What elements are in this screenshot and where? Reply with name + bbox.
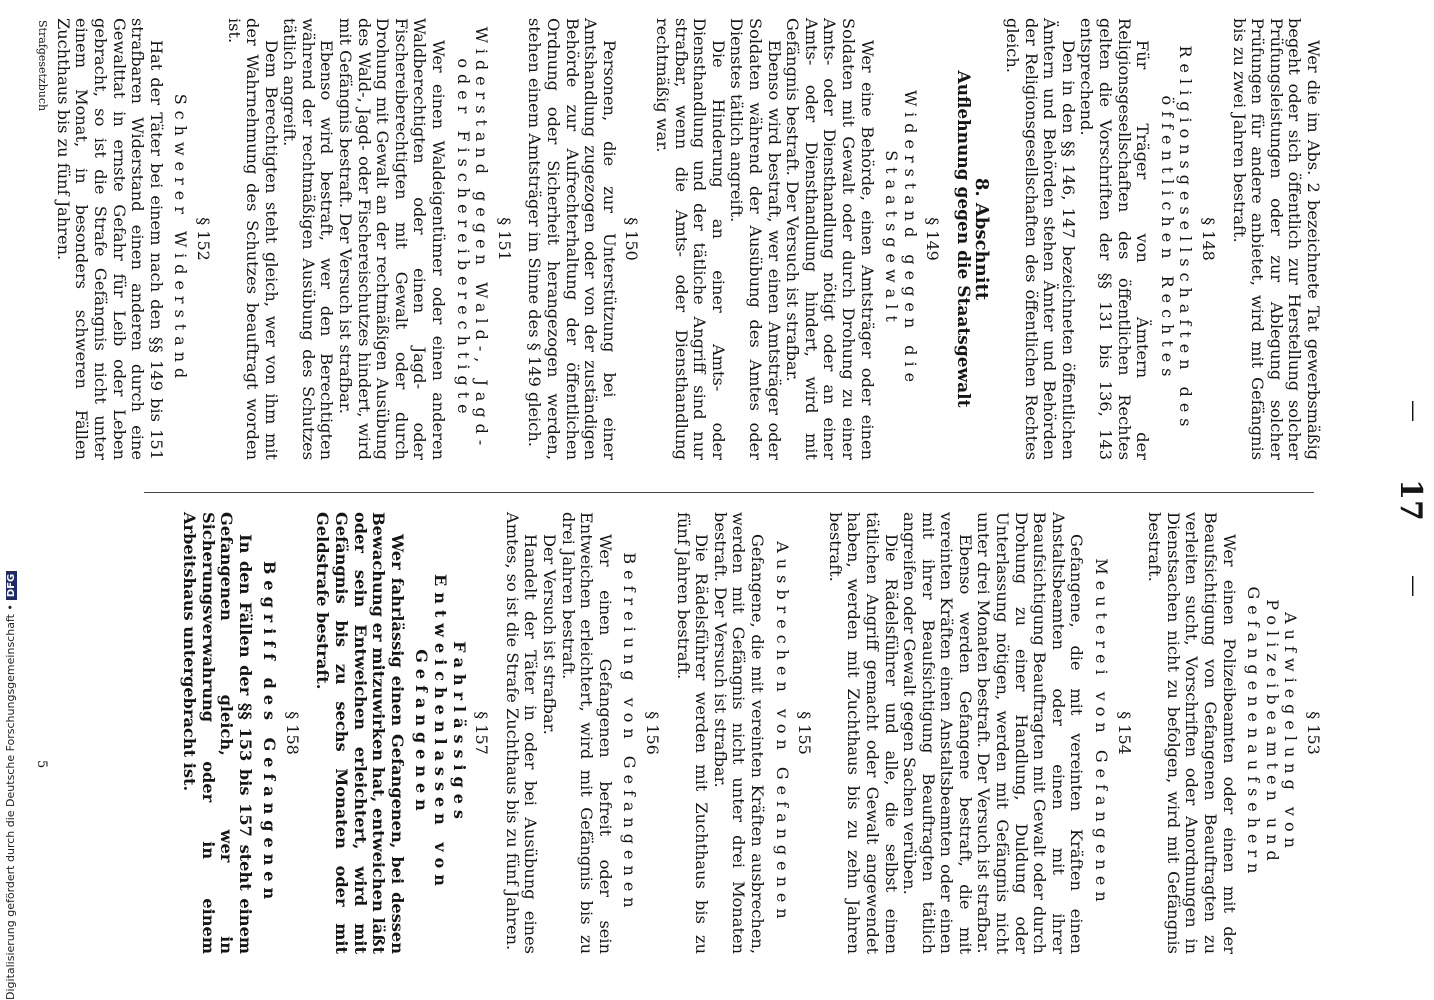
chapter-label: 8. Abschnitt (971, 177, 993, 301)
section-156-title: Befreiung von Gefangenen (620, 552, 640, 914)
section-155-p2: Die Rädelsführer werden mit Zuchthaus bis zu fünf Jahren bestraft. (673, 512, 712, 954)
section-152-number: § 152 (193, 217, 213, 261)
printer-signature: 5 (34, 760, 49, 769)
section-157-title: Fahrlässiges Entweichenlassen von Gefangenen (412, 574, 469, 892)
section-155-number: § 155 (795, 711, 815, 755)
section-149-p1: Wer eine Behörde, einen Amtsträger oder einen Soldaten mit Gewalt oder durch Drohung zu einer Amts- oder Diensthandlung nötigt oder an einer Amts- oder Diensthandlung hindert, wird mit Gefängnis bestraft. Der Versuch ist strafbar. (783, 18, 877, 460)
section-153-number: § 153 (1304, 711, 1323, 755)
section-156-p3: Handelt der Täter in oder bei Ausübung eines Amtes, so ist die Strafe Zuchthaus bis zu fünf Jahren. (502, 512, 541, 954)
right-column (22, 512, 1322, 954)
chapter-title: Auflehnung gegen die Staatsgewalt (952, 70, 973, 408)
section-151-p3: Dem Berechtigten steht gleich, wer von ihm mit der Wahrnehmung des Schutzes beauftragt worden ist. (224, 18, 281, 460)
section-149-p3: Die Hinderung an einer Amts- oder Diensthandlung und der tätliche Angriff sind nur strafbar, wenn die Amts- oder Diensthandlung rechtmäßig war. (653, 18, 728, 460)
section-150-number: § 150 (622, 217, 642, 261)
section-150-p1: Personen, die zur Unterstützung bei einer Amtshandlung zugezogen oder von der zuständigen Behörde zur Aufrechterhaltung der öffentlichen Ordnung oder Sicherheit herangezogen werden, stehen einem Amtsträger im Sinne des § 149 gleich. (525, 18, 619, 460)
footnote: Strafgesetzbuch (36, 20, 49, 112)
left-column (22, 18, 1322, 460)
section-148-number: § 148 (1199, 217, 1219, 261)
section-155-title: Ausbrechen von Gefangenen (772, 541, 792, 925)
section-158-title: Begriff des Gefangenen (260, 560, 280, 906)
section-148-p1: Für Träger von Ämtern der Religionsgesellschaften des öffentlichen Rechtes gelten die Vorschriften der §§ 131 bis 136, 143 entsprechend. (1077, 18, 1153, 460)
page-header (1388, 0, 1428, 1000)
section-154-title: Meuterei von Gefangenen (1092, 558, 1112, 908)
digitization-credit (4, 0, 17, 1000)
section-154-p2: Ebenso werden Gefangene bestraft, die mit vereinten Kräften einen Anstaltsbeamten oder einen mit ihrer Beaufsichtigung Beauftragten tätlich angreifen oder Gewalt gegen Sachen verüben. (900, 512, 975, 954)
section-149-p2: Ebenso wird bestraft, wer einen Amtsträger oder Soldaten während der Ausübung des Amtes oder Dienstes tätlich angreift. (727, 18, 784, 460)
section-157-p1: Wer fahrlässig einen Gefangenen, bei dessen Bewachung er mitzuwirken hat, entweichen läßt oder sein Entweichen erleichtert, wird mit Gefängnis bis zu sechs Monaten oder mit Geldstrafe bestraft. (313, 512, 407, 954)
header-dash-left: — (1401, 400, 1426, 422)
section-156-number: § 156 (643, 711, 662, 755)
column-divider (144, 492, 1314, 493)
section-149-number: § 149 (923, 217, 943, 261)
section-152-p1: Hat der Täter bei einem nach den §§ 149 bis 151 strafbaren Widerstand einen anderen durch eine Gewalttat in ernste Gefahr für Leib oder Leben gebracht, so ist die Strafe Gefängnis nicht unter einem Monat, in besonders schweren Fällen Zuchthaus bis zu fünf Jahren. (53, 18, 166, 460)
intro-paragraph: Wer die im Abs. 2 bezeichnete Tat gewerbsmäßig begeht oder sich öffentlich zur Herstellung solcher Prüfungsleistungen oder zur Ablegung solcher Prüfungen für andere anbietet, wird mit Gefängnis bis zu zwei Jahren bestraft. (1229, 18, 1323, 460)
section-154-p3: Die Rädelsführer und alle, die selbst einen tätlichen Angriff gemacht oder Gewalt angewendet haben, werden mit Zuchthaus bis zu zehn Jahren bestraft. (825, 512, 901, 954)
section-156-p1: Wer einen Gefangenen befreit oder sein Entweichen erleichtert, wird mit Gefängnis bis zu drei Jahren bestraft. (558, 512, 615, 954)
section-156-p2: Der Versuch ist strafbar. (540, 534, 560, 735)
section-151-number: § 151 (494, 217, 514, 261)
header-dash-right: — (1401, 575, 1426, 597)
section-153-title: Aufwiegelung von Polizeibeamten und Gefangenenaufsehern (1244, 586, 1301, 880)
section-153-p1: Wer einen Polizeibeamten oder einen mit der Beaufsichtigung von Gefangenen Beauftragten zu verleiten sucht, Vorschriften oder Anordnungen in Dienstsachen nicht zu befolgen, wird mit Gefängnis bestraft. (1145, 512, 1239, 954)
section-154-p1: Gefangene, die mit vereinten Kräften einen Anstaltsbeamten oder einen mit ihrer Beaufsichtigung Beauftragten mit Gewalt oder durch Drohung zu einer Handlung, Duldung oder Unterlassung nötigen, werden mit Gefängnis nicht unter drei Monaten bestraft. Der Versuch ist strafbar. (974, 512, 1087, 954)
section-154-number: § 154 (1114, 711, 1134, 755)
section-157-number: § 157 (472, 711, 492, 755)
section-149-title: Widerstand gegen die Staatsgewalt (882, 89, 920, 389)
credit-text: Digitalisierung gefördert durch die Deutsche Forschungsgemeinschaft • (4, 604, 17, 1000)
section-151-p2: Ebenso wird bestraft, wer den Berechtigten während der rechtmäßigen Ausübung des Schutzes tätlich angreift. (280, 18, 337, 460)
section-152-title: Schwerer Widerstand (171, 93, 191, 385)
section-158-p1: In den Fällen der §§ 153 bis 157 steht einem Gefangenen gleich, wer in Sicherungsverwahrung oder in einem Arbeitshaus untergebracht ist. (179, 512, 255, 954)
page-number: 17 (1393, 479, 1428, 521)
section-151-title: Widerstand gegen Wald-, Jagd- oder Fischereiberechtigte (453, 26, 492, 452)
section-155-p1: Gefangene, die mit vereinten Kräften ausbrechen, werden mit Gefängnis nicht unter drei Monaten bestraft. Der Versuch ist strafbar. (710, 512, 767, 954)
section-151-p1: Wer einen Waldeigentümer oder einen anderen Waldberechtigten oder einen Jagd- oder Fischereiberechtigten mit Gewalt oder durch Drohung mit Gewalt an der rechtmäßigen Ausübung des Wald-, Jagd- oder Fischereischutzes hindert, wird mit Gefängnis bestraft. Der Versuch ist strafbar. (336, 18, 449, 460)
section-148-title: Religionsgesellschaften des öffentlichen Rechtes (1157, 45, 1196, 433)
section-148-p2: Den in den §§ 146, 147 bezeichneten öffentlichen Ämtern und Behörden stehen Ämter und Behörden der Religionsgesellschaften des öffentlichen Rechtes gleich. (1003, 18, 1078, 460)
dfg-logo: DFG (6, 571, 17, 600)
section-158-number: § 158 (282, 711, 302, 755)
